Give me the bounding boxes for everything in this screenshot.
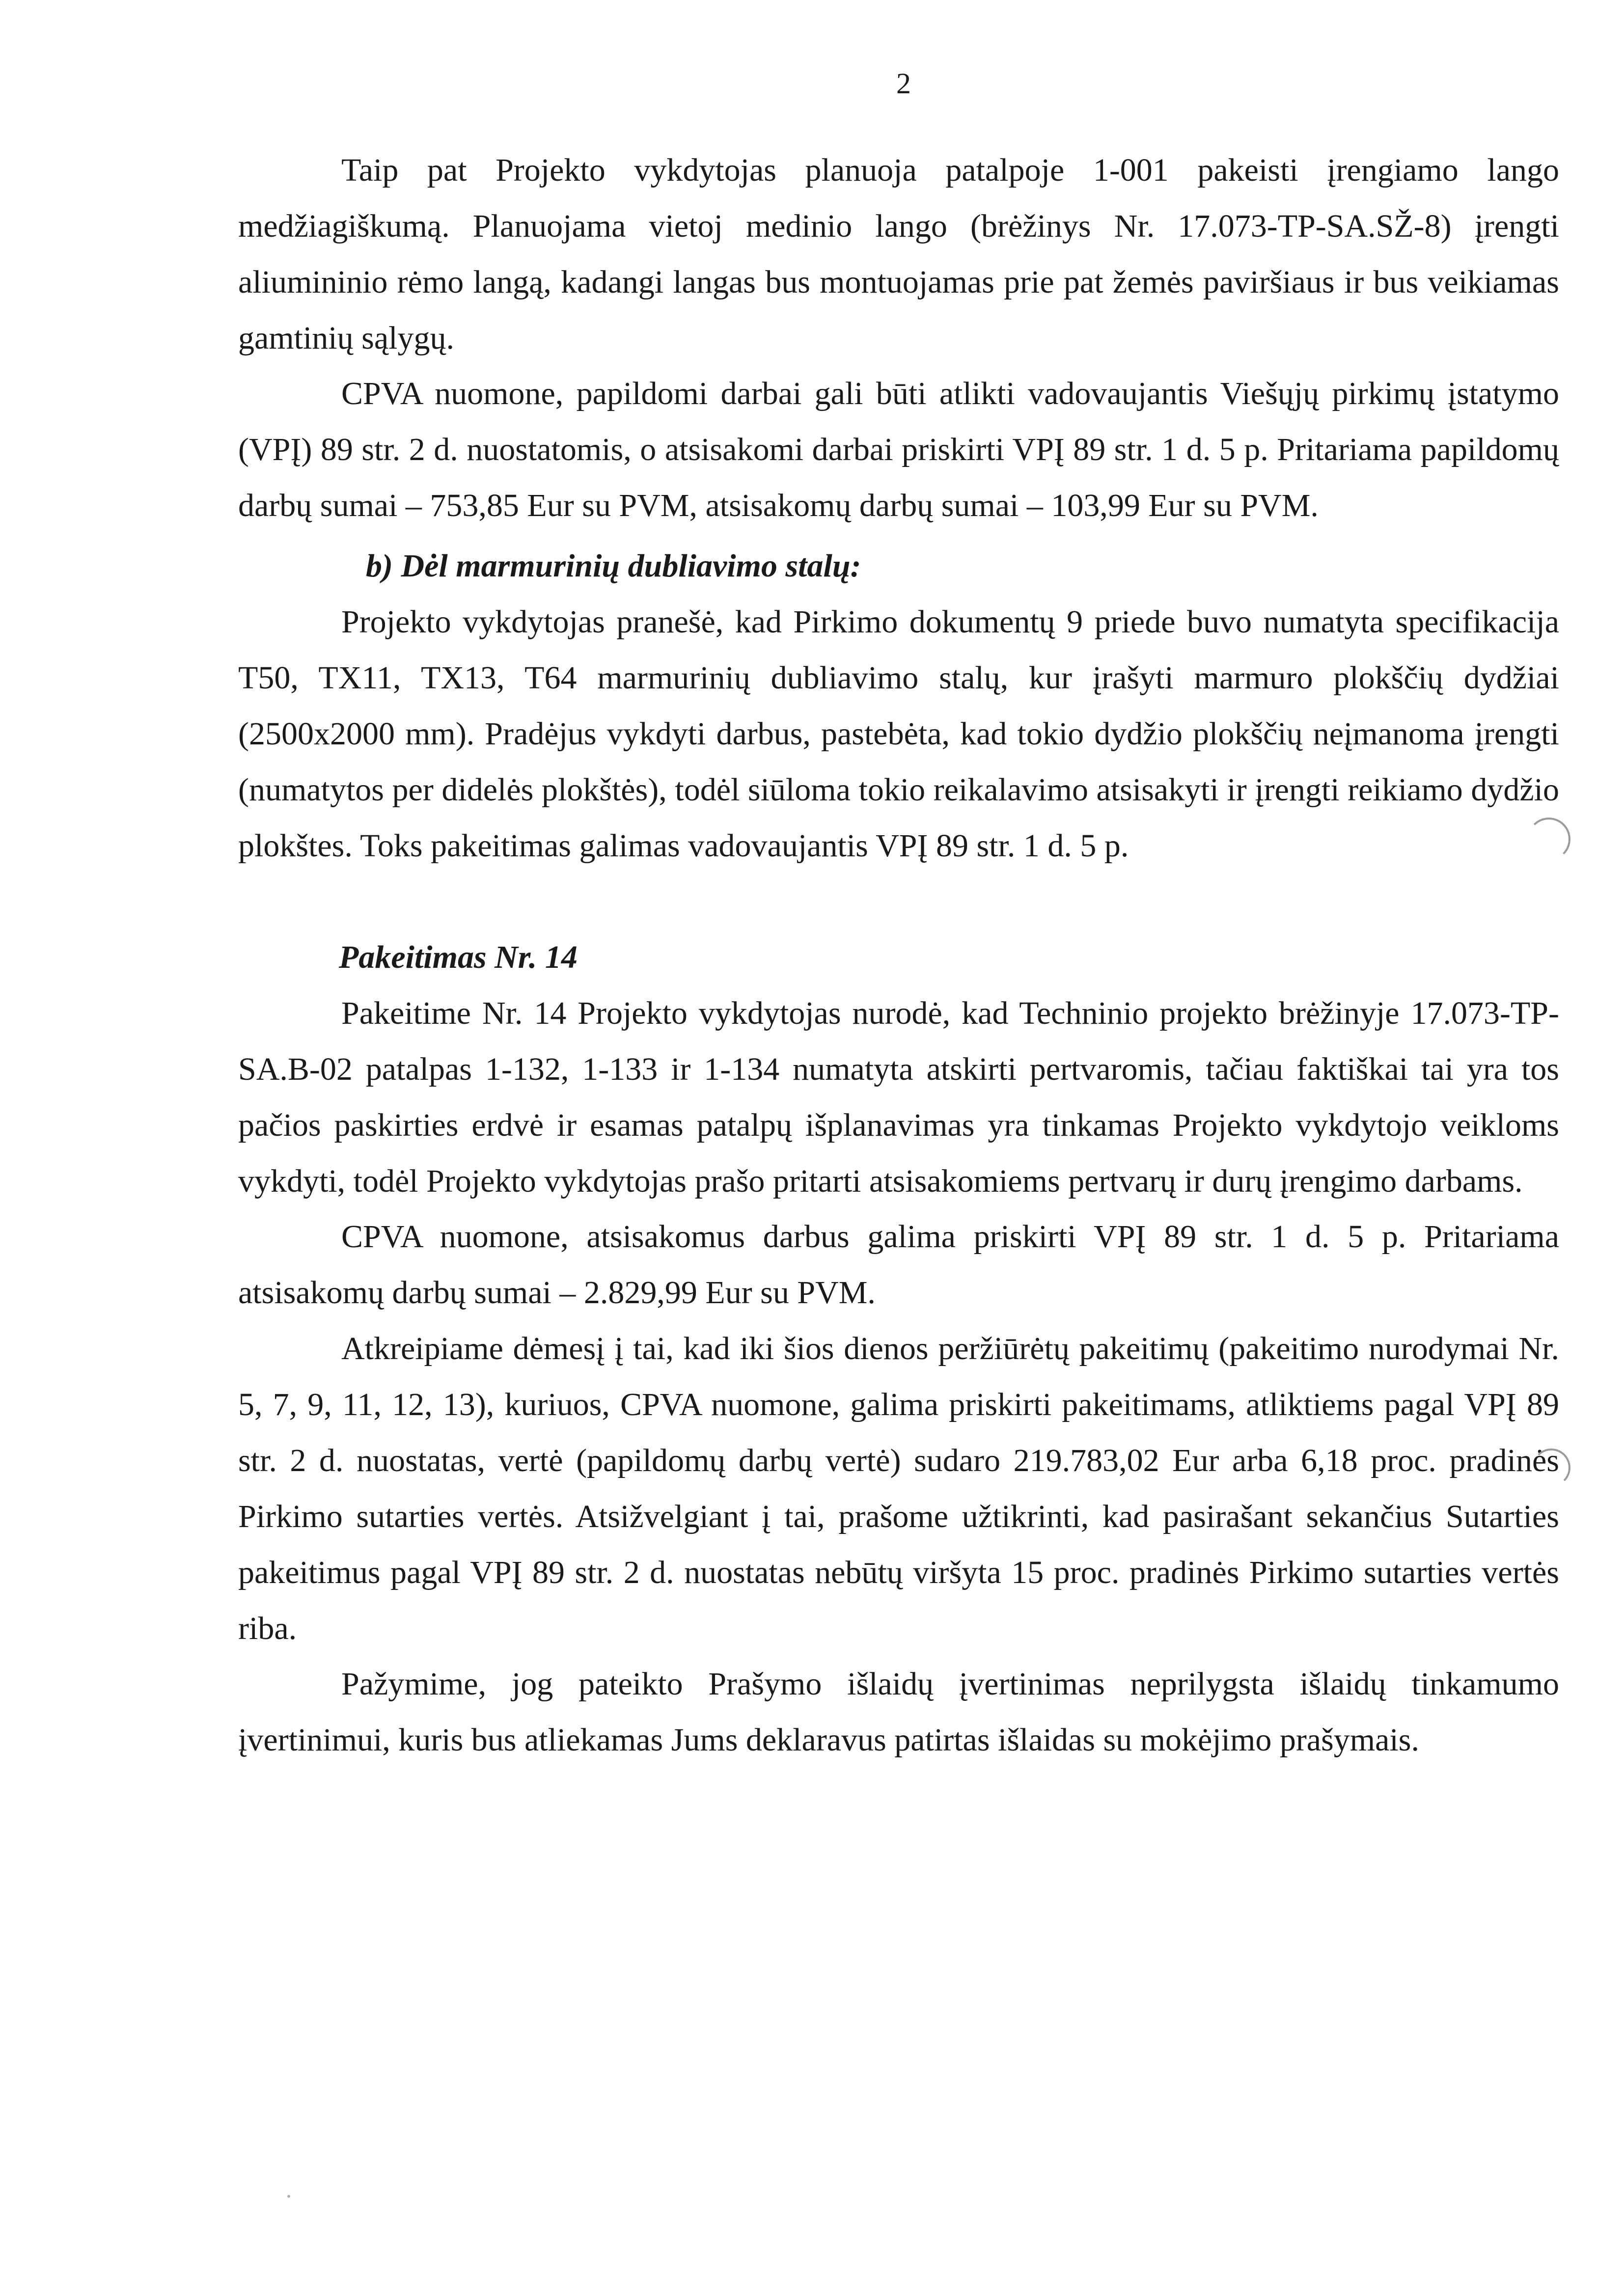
paragraph-cpva-opinion-change-14: CPVA nuomone, atsisakomus darbus galima priskirti VPĮ 89 str. 1 d. 5 p. Pritariama atsisakomų darbų sumai – 2.829,99 Eur su PVM.	[238, 1219, 1559, 1311]
scan-artifact-mark	[1527, 818, 1570, 861]
paragraph-window-material: Taip pat Projekto vykdytojas planuoja patalpoje 1-001 pakeisti įrengiamo lango medžiagiškumą. Planuojama vietoj medinio lango (brėžinys Nr. 17.073-TP-SA.SŽ-8) įrengti aliumininio rėmo langą, kadangi langas bus montuojamas prie pat žemės paviršiaus ir bus veikiamas gamtinių sąlygų.	[238, 152, 1559, 356]
paragraph-change-14: Pakeitime Nr. 14 Projekto vykdytojas nurodė, kad Techninio projekto brėžinyje 17.073-TP-SA.B-02 patalpas 1-132, 1-133 ir 1-134 numatyta atskirti pertvaromis, tačiau faktiškai tai yra tos pačios paskirties erdvė ir esamas patalpų išplanavimas yra tinkamas Projekto vykdytojo veikloms vykdyti, todėl Projekto vykdytojas prašo pritarti atsisakomiems pertvarų ir durų įrengimo darbams.	[238, 995, 1559, 1199]
heading-change-14: Pakeitimas Nr. 14	[339, 939, 578, 975]
scan-artifact-dot	[287, 2195, 290, 2198]
paragraph-cpva-opinion-additional-works: CPVA nuomone, papildomi darbai gali būti atlikti vadovaujantis Viešųjų pirkimų įstatymo (VPĮ) 89 str. 2 d. nuostatomis, o atsisakomi darbai priskirti VPĮ 89 str. 1 d. 5 p. Pritariama papildomų darbų sumai – 753,85 Eur su PVM, atsisakomų darbų sumai – 103,99 Eur su PVM.	[238, 376, 1559, 523]
page-number: 2	[896, 67, 911, 100]
paragraph-closing-note: Pažymime, jog pateikto Prašymo išlaidų įvertinimas neprilygsta išlaidų tinkamumo įvertinimui, kuris bus atliekamas Jums deklaravus patirtas išlaidas su mokėjimo prašymais.	[238, 1666, 1559, 1758]
subheading-marble-tables: b) Dėl marmurinių dubliavimo stalų:	[366, 548, 861, 584]
scan-artifact-mark	[1532, 1449, 1570, 1487]
paragraph-marble-tables: Projekto vykdytojas pranešė, kad Pirkimo dokumentų 9 priede buvo numatyta specifikacija T50, TX11, TX13, T64 marmurinių dubliavimo stalų, kur įrašyti marmuro plokščių dydžiai (2500x2000 mm). Pradėjus vykdyti darbus, pastebėta, kad tokio dydžio plokščių neįmanoma įrengti (numatytos per didelės plokštės), todėl siūloma tokio reikalavimo atsisakyti ir įrengti reikiamo dydžio plokštes. Toks pakeitimas galimas vadovaujantis VPĮ 89 str. 1 d. 5 p.	[238, 604, 1559, 864]
paragraph-attention-note: Atkreipiame dėmesį į tai, kad iki šios dienos peržiūrėtų pakeitimų (pakeitimo nurodymai Nr. 5, 7, 9, 11, 12, 13), kuriuos, CPVA nuomone, galima priskirti pakeitimams, atliktiems pagal VPĮ 89 str. 2 d. nuostatas, vertė (papildomų darbų vertė) sudaro 219.783,02 Eur arba 6,18 proc. pradinės Pirkimo sutarties vertės. Atsižvelgiant į tai, prašome užtikrinti, kad pasirašant sekančius Sutarties pakeitimus pagal VPĮ 89 str. 2 d. nuostatas nebūtų viršyta 15 proc. pradinės Pirkimo sutarties vertės riba.	[238, 1331, 1559, 1646]
